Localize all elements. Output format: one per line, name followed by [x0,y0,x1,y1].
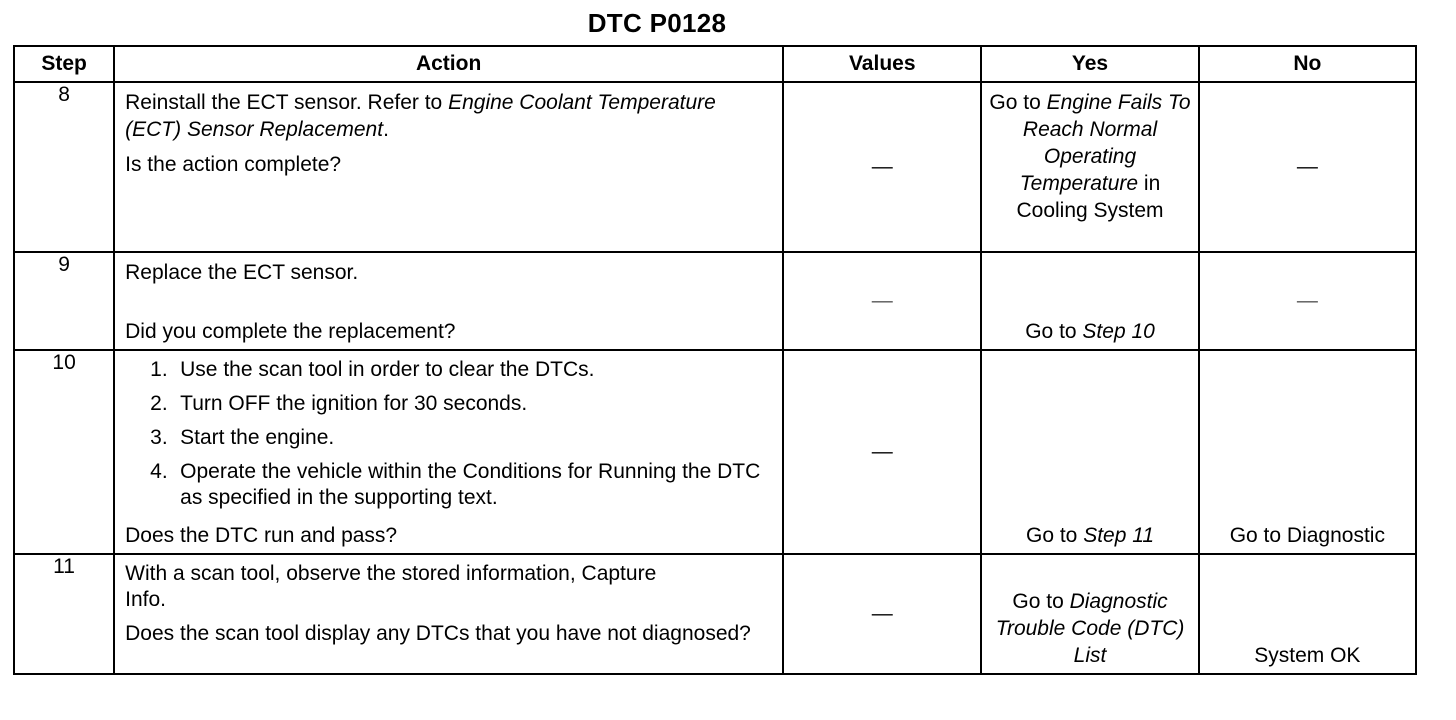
step-number: 10 [14,350,114,554]
no-cell [1199,554,1416,674]
list-item: 2. Turn OFF the ignition for 30 seconds. [150,392,528,415]
header-no: No [1199,46,1416,82]
header-action: Action [114,46,783,82]
values-cell [783,554,981,674]
values-cell [783,82,981,252]
values-dash: — [871,289,893,312]
dtc-table [13,45,1417,675]
list-item: 1. Use the scan tool in order to clear the DTCs. [150,358,595,381]
action-text: Reinstall the ECT sensor. Refer to Engine Coolant Temperature (ECT) Sensor Replacement. [125,91,716,141]
table-row [14,350,1416,554]
action-cell [114,252,783,350]
list-item: 4. Operate the vehicle within the Conditions for Running the DTC as specified in the supporting text. [150,460,761,509]
yes-text: Go to Step 10 [1025,320,1155,343]
step-number: 11 [14,554,114,674]
no-cell [1199,350,1416,554]
no-text: Go to Diagnostic [1229,524,1385,547]
action-cell [114,350,783,554]
yes-cell [981,252,1198,350]
action-steps-list [125,357,772,511]
action-question: Does the scan tool display any DTCs that you have not diagnosed? [125,622,751,645]
yes-cell [981,350,1198,554]
step-number: 9 [14,252,114,350]
no-dash: — [1296,155,1318,178]
list-item: 3. Start the engine. [150,426,335,449]
values-cell [783,350,981,554]
page-title: DTC P0128 [587,8,727,38]
action-question: Did you complete the replacement? [125,320,456,343]
header-yes: Yes [981,46,1198,82]
table-row [14,554,1416,674]
header-values: Values [783,46,981,82]
step-number: 8 [14,82,114,252]
action-question: Does the DTC run and pass? [125,524,398,547]
yes-text: Go to Engine Fails To Reach Normal Operating Temperature in Cooling System [989,91,1191,222]
action-text: With a scan tool, observe the stored information, Capture Info. [125,562,657,611]
values-dash: — [871,440,893,463]
values-dash: — [871,155,893,178]
table-row [14,252,1416,350]
values-dash: — [871,602,893,625]
header-step: Step [14,46,114,82]
action-text: Replace the ECT sensor. [125,261,359,284]
yes-cell [981,82,1198,252]
no-text: System OK [1254,644,1361,667]
values-cell [783,252,981,350]
action-cell [114,82,783,252]
yes-text: Go to Diagnostic Trouble Code (DTC) List [995,590,1185,667]
yes-cell [981,554,1198,674]
header-row [14,46,1416,82]
no-cell [1199,252,1416,350]
action-question: Is the action complete? [125,153,342,176]
action-cell [114,554,783,674]
table-row [14,82,1416,252]
no-dash: — [1296,289,1318,312]
yes-text: Go to Step 11 [1026,524,1155,547]
no-cell [1199,82,1416,252]
